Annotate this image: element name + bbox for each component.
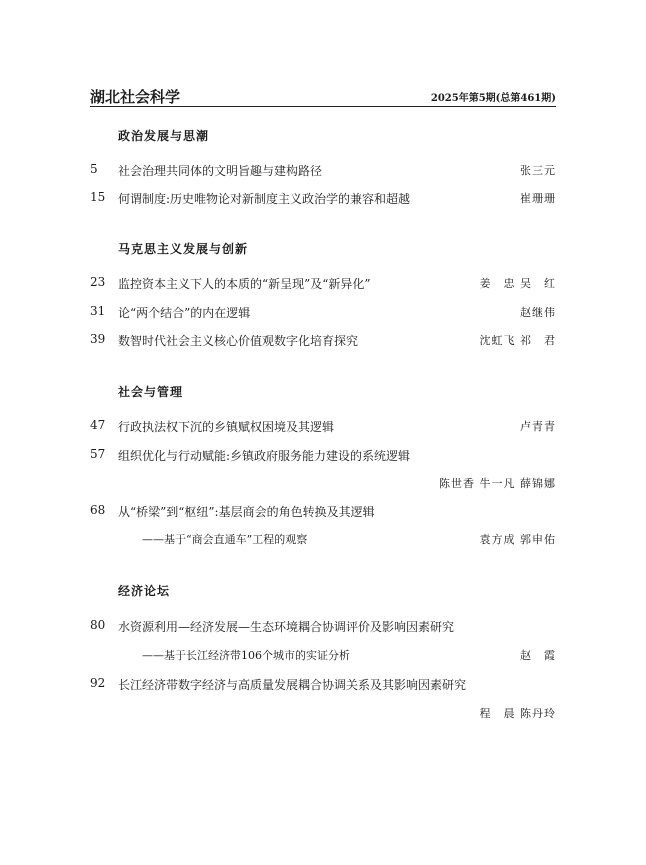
article-title[interactable]: 社会治理共同体的文明旨趣与建构路径 (118, 164, 323, 178)
section-title: 政治发展与思潮 (118, 129, 210, 143)
page-header (90, 86, 556, 106)
toc-entry[interactable] (90, 190, 556, 208)
section-title: 社会与管理 (118, 385, 184, 399)
article-authors: 赵继伟 (520, 306, 556, 319)
article-title[interactable]: 行政执法权下沉的乡镇赋权困境及其逻辑 (118, 420, 335, 434)
article-authors: 赵 霞 (520, 649, 556, 662)
article-authors: 袁方成 郭申佑 (479, 533, 556, 546)
author-line (90, 475, 556, 493)
toc-entry[interactable] (90, 503, 556, 521)
issue-info: 2025年第5期(总第461期) (430, 93, 556, 104)
toc-entry[interactable] (90, 162, 556, 180)
toc-entry[interactable] (90, 676, 556, 694)
article-subtitle: ——基于“商会直通车”工程的观察 (142, 533, 308, 546)
journal-title: 湖北社会科学 (90, 88, 181, 106)
article-authors: 程 晨 陈丹玲 (479, 707, 556, 720)
article-title[interactable]: 论“两个结合”的内在逻辑 (118, 306, 251, 320)
page-number: 80 (90, 618, 106, 632)
page-number: 31 (90, 304, 106, 318)
page-number: 92 (90, 676, 106, 690)
author-line (90, 705, 556, 723)
page-number: 47 (90, 418, 106, 432)
article-subtitle: ——基于长江经济带106个城市的实证分析 (142, 649, 350, 662)
article-title[interactable]: 从“桥梁”到“枢纽”:基层商会的角色转换及其逻辑 (118, 505, 375, 519)
article-title[interactable]: 长江经济带数字经济与高质量发展耦合协调关系及其影响因素研究 (118, 678, 467, 692)
section-title: 经济论坛 (118, 584, 171, 598)
page-number: 23 (90, 275, 106, 289)
page-number: 5 (90, 162, 98, 176)
page-number: 39 (90, 332, 106, 346)
article-authors: 沈虹飞 祁 君 (479, 334, 556, 347)
header-rule (90, 106, 556, 107)
toc-entry[interactable] (90, 418, 556, 436)
article-title[interactable]: 组织优化与行动赋能:乡镇政府服务能力建设的系统逻辑 (118, 449, 411, 463)
toc-entry[interactable] (90, 304, 556, 322)
article-title[interactable]: 数智时代社会主义核心价值观数字化培育探究 (118, 334, 359, 348)
toc-entry[interactable] (90, 618, 556, 636)
toc-subtitle-line (90, 531, 556, 549)
toc-entry[interactable] (90, 275, 556, 293)
toc-entry[interactable] (90, 447, 556, 465)
article-authors: 陈世香 牛一凡 薛锦娜 (439, 477, 556, 490)
article-authors: 崔珊珊 (520, 192, 556, 205)
page-number: 57 (90, 447, 106, 461)
article-title[interactable]: 监控资本主义下人的本质的“新呈现”及“新异化” (118, 277, 371, 291)
article-authors: 张三元 (520, 164, 556, 177)
article-authors: 姜 忠 吴 红 (479, 277, 556, 290)
toc-subtitle-line (90, 647, 556, 665)
section-title: 马克思主义发展与创新 (118, 242, 249, 256)
article-authors: 卢青青 (520, 420, 556, 433)
article-title[interactable]: 何谓制度:历史唯物论对新制度主义政治学的兼容和超越 (118, 192, 411, 206)
toc-entry[interactable] (90, 332, 556, 350)
article-title[interactable]: 水资源利用—经济发展—生态环境耦合协调评价及影响因素研究 (118, 620, 455, 634)
page-number: 15 (90, 190, 106, 204)
page-number: 68 (90, 503, 106, 517)
